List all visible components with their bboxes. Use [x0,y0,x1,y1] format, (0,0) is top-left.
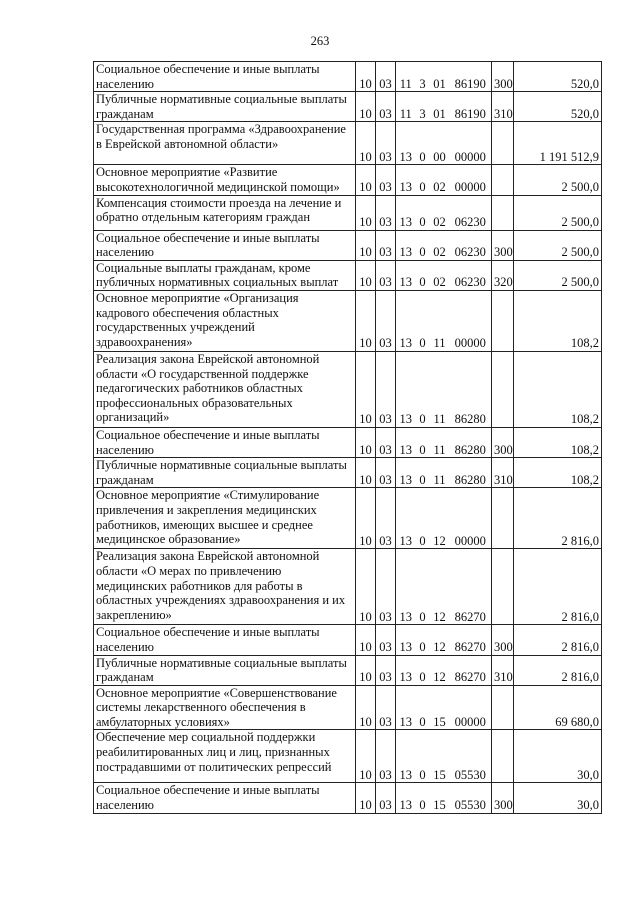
program-code: 13 [396,195,416,230]
amount: 2 500,0 [514,260,602,290]
subsection-code: 03 [376,122,396,165]
table-row [94,290,602,351]
subprogram-code: 0 [416,260,430,290]
table-row [94,165,602,195]
row-name: Основное мероприятие «Стимулирование привлечения и закрепления медицинских работников, имеющих высшее и среднее медицинское образование» [94,488,356,549]
activity-code: 11 [430,290,450,351]
program-code: 11 [396,92,416,122]
direction-code: 86270 [450,549,492,625]
row-name: Реализация закона Еврейской автономной области «О мерах по привлечению медицинских работников для работы в областных учреждениях здравоохранения и их закреплению» [94,549,356,625]
amount: 1 191 512,9 [514,122,602,165]
amount: 2 816,0 [514,549,602,625]
subsection-code: 03 [376,783,396,813]
table-row [94,122,602,165]
activity-code: 15 [430,783,450,813]
table-row [94,195,602,230]
row-name: Государственная программа «Здравоохранение в Еврейской автономной области» [94,122,356,165]
section-code: 10 [356,290,376,351]
table-row [94,230,602,260]
section-code: 10 [356,165,376,195]
table-row [94,260,602,290]
direction-code: 00000 [450,122,492,165]
program-code: 13 [396,165,416,195]
activity-code: 11 [430,458,450,488]
row-name: Основное мероприятие «Совершенствование системы лекарственного обеспечения в амбулаторных условиях» [94,685,356,730]
activity-code: 11 [430,427,450,457]
table-row [94,427,602,457]
budget-table [93,61,602,814]
subprogram-code: 3 [416,92,430,122]
activity-code: 00 [430,122,450,165]
subsection-code: 03 [376,195,396,230]
activity-code: 02 [430,230,450,260]
section-code: 10 [356,351,376,427]
expense-type-code: 300 [492,62,514,92]
activity-code: 12 [430,655,450,685]
subsection-code: 03 [376,290,396,351]
direction-code: 86190 [450,62,492,92]
program-code: 13 [396,730,416,783]
section-code: 10 [356,195,376,230]
amount: 108,2 [514,427,602,457]
subprogram-code: 0 [416,195,430,230]
expense-type-code: 300 [492,230,514,260]
row-name: Социальные выплаты гражданам, кроме публичных нормативных социальных выплат [94,260,356,290]
expense-type-code: 320 [492,260,514,290]
row-name: Социальное обеспечение и иные выплаты населению [94,783,356,813]
subsection-code: 03 [376,230,396,260]
subprogram-code: 3 [416,62,430,92]
amount: 2 816,0 [514,488,602,549]
direction-code: 00000 [450,290,492,351]
section-code: 10 [356,230,376,260]
expense-type-code [492,730,514,783]
activity-code: 01 [430,92,450,122]
table-row [94,625,602,655]
section-code: 10 [356,122,376,165]
section-code: 10 [356,62,376,92]
program-code: 13 [396,230,416,260]
program-code: 13 [396,488,416,549]
table-row [94,458,602,488]
section-code: 10 [356,549,376,625]
direction-code: 86280 [450,458,492,488]
activity-code: 12 [430,488,450,549]
expense-type-code [492,351,514,427]
direction-code: 00000 [450,488,492,549]
subprogram-code: 0 [416,549,430,625]
program-code: 13 [396,685,416,730]
expense-type-code [492,685,514,730]
section-code: 10 [356,783,376,813]
expense-type-code: 300 [492,783,514,813]
row-name: Реализация закона Еврейской автономной области «О государственной поддержке педагогических работников областных профессиональных образовательных организаций» [94,351,356,427]
subprogram-code: 0 [416,165,430,195]
expense-type-code [492,488,514,549]
row-name: Социальное обеспечение и иные выплаты населению [94,625,356,655]
subprogram-code: 0 [416,625,430,655]
amount: 2 816,0 [514,655,602,685]
direction-code: 86190 [450,92,492,122]
table-row [94,685,602,730]
direction-code: 86270 [450,625,492,655]
table-row [94,62,602,92]
amount: 520,0 [514,92,602,122]
expense-type-code [492,290,514,351]
direction-code: 86270 [450,655,492,685]
expense-type-code [492,165,514,195]
subprogram-code: 0 [416,290,430,351]
subprogram-code: 0 [416,122,430,165]
program-code: 13 [396,549,416,625]
table-row [94,655,602,685]
row-name: Публичные нормативные социальные выплаты гражданам [94,655,356,685]
expense-type-code [492,122,514,165]
subsection-code: 03 [376,730,396,783]
program-code: 13 [396,260,416,290]
direction-code: 00000 [450,165,492,195]
subsection-code: 03 [376,427,396,457]
subsection-code: 03 [376,625,396,655]
activity-code: 01 [430,62,450,92]
amount: 2 816,0 [514,625,602,655]
expense-type-code: 310 [492,655,514,685]
row-name: Социальное обеспечение и иные выплаты населению [94,230,356,260]
expense-type-code: 300 [492,427,514,457]
section-code: 10 [356,625,376,655]
subprogram-code: 0 [416,230,430,260]
program-code: 13 [396,290,416,351]
direction-code: 86280 [450,351,492,427]
section-code: 10 [356,685,376,730]
direction-code: 86280 [450,427,492,457]
amount: 69 680,0 [514,685,602,730]
direction-code: 06230 [450,260,492,290]
expense-type-code: 310 [492,92,514,122]
amount: 30,0 [514,730,602,783]
subsection-code: 03 [376,488,396,549]
subsection-code: 03 [376,685,396,730]
expense-type-code [492,195,514,230]
row-name: Публичные нормативные социальные выплаты гражданам [94,458,356,488]
subprogram-code: 0 [416,488,430,549]
program-code: 11 [396,62,416,92]
program-code: 13 [396,351,416,427]
subprogram-code: 0 [416,351,430,427]
subsection-code: 03 [376,260,396,290]
amount: 2 500,0 [514,165,602,195]
amount: 30,0 [514,783,602,813]
program-code: 13 [396,427,416,457]
activity-code: 15 [430,730,450,783]
row-name: Публичные нормативные социальные выплаты гражданам [94,92,356,122]
table-row [94,783,602,813]
section-code: 10 [356,427,376,457]
subprogram-code: 0 [416,730,430,783]
row-name: Основное мероприятие «Организация кадрового обеспечения областных государственных учреждений здравоохранения» [94,290,356,351]
program-code: 13 [396,458,416,488]
activity-code: 11 [430,351,450,427]
row-name: Обеспечение мер социальной поддержки реабилитированных лиц и лиц, признанных пострадавшими от политических репрессий [94,730,356,783]
subsection-code: 03 [376,351,396,427]
section-code: 10 [356,655,376,685]
subsection-code: 03 [376,458,396,488]
activity-code: 12 [430,549,450,625]
subprogram-code: 0 [416,685,430,730]
table-row [94,92,602,122]
subsection-code: 03 [376,655,396,685]
activity-code: 02 [430,195,450,230]
row-name: Социальное обеспечение и иные выплаты населению [94,62,356,92]
subprogram-code: 0 [416,427,430,457]
expense-type-code: 310 [492,458,514,488]
section-code: 10 [356,260,376,290]
activity-code: 15 [430,685,450,730]
program-code: 13 [396,655,416,685]
row-name: Основное мероприятие «Развитие высокотехнологичной медицинской помощи» [94,165,356,195]
subprogram-code: 0 [416,458,430,488]
page-number: 263 [310,34,330,48]
direction-code: 05530 [450,730,492,783]
table-row [94,730,602,783]
amount: 108,2 [514,290,602,351]
direction-code: 06230 [450,230,492,260]
table-row [94,549,602,625]
activity-code: 12 [430,625,450,655]
section-code: 10 [356,730,376,783]
expense-type-code [492,549,514,625]
expense-type-code: 300 [492,625,514,655]
subsection-code: 03 [376,165,396,195]
subprogram-code: 0 [416,783,430,813]
subsection-code: 03 [376,549,396,625]
row-name: Компенсация стоимости проезда на лечение и обратно отдельным категориям граждан [94,195,356,230]
table-row [94,351,602,427]
amount: 2 500,0 [514,195,602,230]
amount: 2 500,0 [514,230,602,260]
amount: 108,2 [514,351,602,427]
activity-code: 02 [430,260,450,290]
amount: 520,0 [514,62,602,92]
program-code: 13 [396,625,416,655]
amount: 108,2 [514,458,602,488]
section-code: 10 [356,488,376,549]
subprogram-code: 0 [416,655,430,685]
program-code: 13 [396,122,416,165]
activity-code: 02 [430,165,450,195]
row-name: Социальное обеспечение и иные выплаты населению [94,427,356,457]
table-row [94,488,602,549]
subsection-code: 03 [376,92,396,122]
section-code: 10 [356,458,376,488]
program-code: 13 [396,783,416,813]
direction-code: 00000 [450,685,492,730]
direction-code: 06230 [450,195,492,230]
direction-code: 05530 [450,783,492,813]
subsection-code: 03 [376,62,396,92]
section-code: 10 [356,92,376,122]
